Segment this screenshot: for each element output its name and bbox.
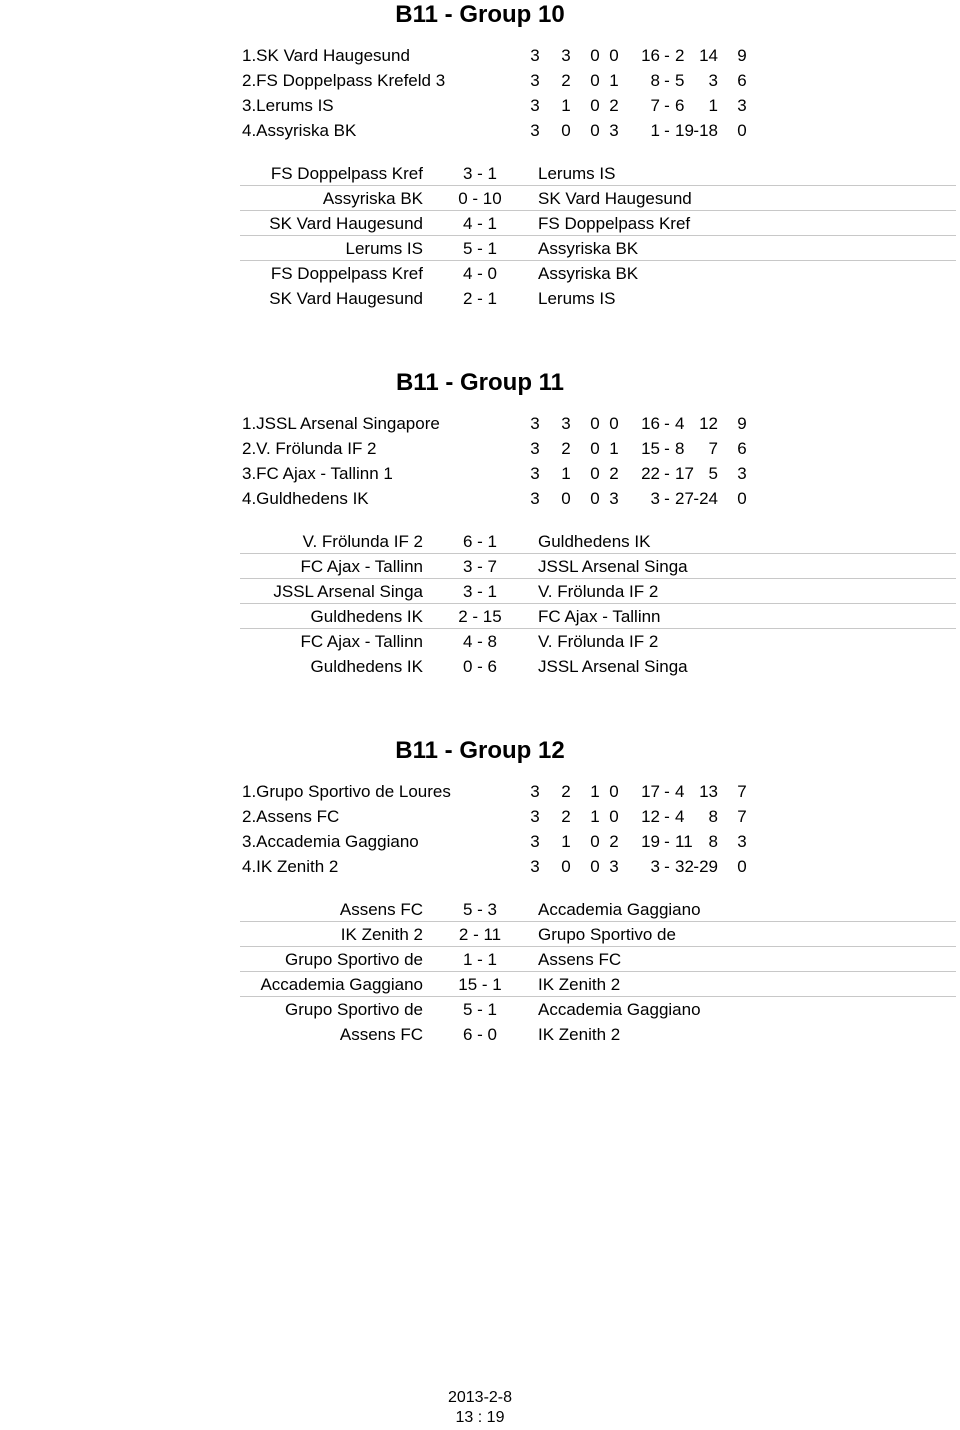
home-team: SK Vard Haugesund — [269, 289, 423, 308]
goal-difference: 5 — [708, 464, 718, 483]
draws: 0 — [590, 439, 600, 458]
games-played: 3 — [530, 807, 540, 826]
wins: 2 — [561, 71, 571, 90]
match-row — [0, 654, 960, 679]
home-team: Assyriska BK — [322, 189, 423, 208]
group-title: B11 - Group 11 — [395, 369, 565, 396]
standings-row — [0, 829, 960, 854]
match-row — [0, 629, 960, 654]
wins: 0 — [561, 857, 571, 876]
standings-team: 2.Assens FC — [242, 807, 340, 826]
wins: 2 — [561, 782, 571, 801]
goal-difference: 3 — [708, 71, 718, 90]
goals-against: 8 — [675, 439, 685, 458]
goal-difference: -24 — [693, 489, 718, 508]
goals-for: 3 — [650, 489, 660, 508]
goals-for: 3 — [650, 857, 660, 876]
footer-time: 13 : 19 — [455, 1409, 505, 1426]
losses: 0 — [609, 807, 619, 826]
standings-team: 2.V. Frölunda IF 2 — [242, 439, 377, 458]
match-score: 5 - 1 — [462, 239, 498, 258]
losses: 1 — [609, 439, 619, 458]
home-team: Grupo Sportivo de — [285, 1000, 423, 1019]
away-team: Lerums IS — [538, 289, 616, 308]
standings-team: 3.Lerums IS — [242, 96, 334, 115]
goals-separator: - — [664, 439, 670, 458]
wins: 1 — [561, 464, 571, 483]
games-played: 3 — [530, 782, 540, 801]
away-team: Assyriska BK — [538, 239, 639, 258]
match-row — [0, 997, 960, 1022]
games-played: 3 — [530, 96, 540, 115]
match-row — [0, 236, 960, 261]
away-team: JSSL Arsenal Singa — [538, 657, 688, 676]
goals-separator: - — [664, 464, 670, 483]
points: 3 — [737, 832, 747, 851]
points: 0 — [737, 121, 747, 140]
match-score: 4 - 1 — [462, 214, 498, 233]
match-row — [0, 554, 960, 579]
match-row — [0, 922, 960, 947]
standings-team: 2.FS Doppelpass Krefeld 3 — [242, 71, 446, 90]
group-title: B11 - Group 10 — [395, 1, 565, 28]
goal-difference: -29 — [693, 857, 718, 876]
goal-difference: -18 — [693, 121, 718, 140]
draws: 0 — [590, 857, 600, 876]
home-team: FS Doppelpass Kref — [270, 264, 423, 283]
goals-separator: - — [664, 782, 670, 801]
wins: 1 — [561, 96, 571, 115]
standings-team: 4.Assyriska BK — [242, 121, 357, 140]
standings-row — [0, 779, 960, 804]
standings-team: 4.IK Zenith 2 — [242, 857, 339, 876]
away-team: V. Frölunda IF 2 — [538, 582, 659, 601]
match-score: 0 - 6 — [462, 657, 498, 676]
goals-against: 11 — [675, 832, 693, 851]
points: 6 — [737, 439, 747, 458]
losses: 2 — [609, 96, 619, 115]
match-score: 6 - 0 — [462, 1025, 498, 1044]
points: 7 — [737, 807, 747, 826]
goals-against: 4 — [675, 782, 685, 801]
standings-row — [0, 486, 960, 511]
draws: 0 — [590, 96, 600, 115]
goal-difference: 8 — [708, 807, 718, 826]
away-team: SK Vard Haugesund — [538, 189, 692, 208]
home-team: SK Vard Haugesund — [269, 214, 423, 233]
match-row — [0, 897, 960, 922]
match-row — [0, 161, 960, 186]
match-score: 2 - 11 — [458, 925, 502, 944]
standings-team: 1.SK Vard Haugesund — [242, 46, 410, 65]
away-team: Guldhedens IK — [538, 532, 651, 551]
points: 0 — [737, 489, 747, 508]
draws: 1 — [590, 782, 600, 801]
games-played: 3 — [530, 414, 540, 433]
draws: 0 — [590, 489, 600, 508]
standings-row — [0, 68, 960, 93]
losses: 3 — [609, 489, 619, 508]
goals-separator: - — [664, 71, 670, 90]
goals-for: 7 — [650, 96, 660, 115]
games-played: 3 — [530, 439, 540, 458]
draws: 0 — [590, 121, 600, 140]
goal-difference: 7 — [708, 439, 718, 458]
away-team: Assens FC — [538, 950, 622, 969]
standings-team: 4.Guldhedens IK — [242, 489, 369, 508]
match-score: 6 - 1 — [462, 532, 498, 551]
points: 6 — [737, 71, 747, 90]
goals-against: 27 — [675, 489, 694, 508]
standings-row — [0, 93, 960, 118]
group-title: B11 - Group 12 — [395, 737, 565, 764]
wins: 0 — [561, 121, 571, 140]
group-section — [0, 368, 960, 698]
standings-row — [0, 411, 960, 436]
group-section — [0, 0, 960, 330]
match-score: 4 - 0 — [462, 264, 498, 283]
losses: 0 — [609, 782, 619, 801]
match-score: 1 - 1 — [462, 950, 498, 969]
losses: 3 — [609, 121, 619, 140]
footer-date: 2013-2-8 — [447, 1389, 513, 1406]
standings-row — [0, 436, 960, 461]
goals-against: 4 — [675, 414, 685, 433]
away-team: Accademia Gaggiano — [538, 1000, 701, 1019]
games-played: 3 — [530, 71, 540, 90]
match-row — [0, 261, 960, 286]
home-team: FC Ajax - Tallinn — [300, 557, 423, 576]
match-score: 3 - 1 — [462, 164, 498, 183]
wins: 2 — [561, 807, 571, 826]
losses: 3 — [609, 857, 619, 876]
away-team: IK Zenith 2 — [538, 975, 621, 994]
goals-separator: - — [664, 489, 670, 508]
games-played: 3 — [530, 464, 540, 483]
standings-row — [0, 854, 960, 879]
points: 3 — [737, 464, 747, 483]
home-team: Grupo Sportivo de — [285, 950, 423, 969]
goals-against: 5 — [675, 71, 685, 90]
standings-row — [0, 804, 960, 829]
wins: 0 — [561, 489, 571, 508]
wins: 1 — [561, 832, 571, 851]
draws: 0 — [590, 832, 600, 851]
away-team: FS Doppelpass Kref — [538, 214, 691, 233]
goals-for: 8 — [650, 71, 660, 90]
standings-row — [0, 461, 960, 486]
away-team: Grupo Sportivo de — [538, 925, 676, 944]
wins: 3 — [561, 46, 571, 65]
standings-team: 1.Grupo Sportivo de Loures — [242, 782, 451, 801]
home-team: Guldhedens IK — [310, 657, 423, 676]
match-score: 2 - 1 — [462, 289, 498, 308]
away-team: JSSL Arsenal Singa — [538, 557, 688, 576]
home-team: Assens FC — [339, 900, 423, 919]
goals-for: 15 — [641, 439, 660, 458]
home-team: Accademia Gaggiano — [260, 975, 423, 994]
losses: 0 — [609, 414, 619, 433]
goals-against: 4 — [675, 807, 685, 826]
points: 7 — [737, 782, 747, 801]
home-team: FC Ajax - Tallinn — [300, 632, 423, 651]
goal-difference: 1 — [708, 96, 718, 115]
match-score: 0 - 10 — [458, 189, 502, 208]
home-team: JSSL Arsenal Singa — [273, 582, 423, 601]
goals-for: 19 — [641, 832, 660, 851]
losses: 1 — [609, 71, 619, 90]
match-row — [0, 579, 960, 604]
draws: 0 — [590, 46, 600, 65]
draws: 1 — [590, 807, 600, 826]
match-score: 5 - 3 — [462, 900, 498, 919]
losses: 2 — [609, 832, 619, 851]
points: 9 — [737, 46, 747, 65]
draws: 0 — [590, 464, 600, 483]
goals-separator: - — [664, 46, 670, 65]
match-row — [0, 286, 960, 311]
match-score: 2 - 15 — [458, 607, 502, 626]
goal-difference: 13 — [699, 782, 718, 801]
goals-separator: - — [664, 857, 670, 876]
goals-against: 17 — [675, 464, 694, 483]
goals-against: 2 — [675, 46, 685, 65]
match-score: 15 - 1 — [458, 975, 502, 994]
page-footer — [0, 1388, 960, 1428]
home-team: Guldhedens IK — [310, 607, 423, 626]
home-team: Lerums IS — [345, 239, 423, 258]
goals-for: 17 — [641, 782, 660, 801]
games-played: 3 — [530, 489, 540, 508]
goals-for: 22 — [641, 464, 660, 483]
match-row — [0, 211, 960, 236]
home-team: IK Zenith 2 — [340, 925, 423, 944]
games-played: 3 — [530, 857, 540, 876]
draws: 0 — [590, 71, 600, 90]
points: 0 — [737, 857, 747, 876]
games-played: 3 — [530, 121, 540, 140]
away-team: Assyriska BK — [538, 264, 639, 283]
goals-separator: - — [664, 807, 670, 826]
match-score: 3 - 7 — [462, 557, 498, 576]
match-row — [0, 947, 960, 972]
match-score: 3 - 1 — [462, 582, 498, 601]
wins: 2 — [561, 439, 571, 458]
match-row — [0, 529, 960, 554]
goals-separator: - — [664, 414, 670, 433]
standings-team: 3.FC Ajax - Tallinn 1 — [242, 464, 393, 483]
goal-difference: 12 — [699, 414, 718, 433]
home-team: V. Frölunda IF 2 — [302, 532, 423, 551]
goal-difference: 14 — [699, 46, 718, 65]
away-team: Lerums IS — [538, 164, 616, 183]
away-team: V. Frölunda IF 2 — [538, 632, 659, 651]
games-played: 3 — [530, 46, 540, 65]
match-row — [0, 1022, 960, 1047]
away-team: FC Ajax - Tallinn — [538, 607, 661, 626]
goal-difference: 8 — [708, 832, 718, 851]
away-team: IK Zenith 2 — [538, 1025, 621, 1044]
losses: 2 — [609, 464, 619, 483]
goals-separator: - — [664, 121, 670, 140]
wins: 3 — [561, 414, 571, 433]
home-team: FS Doppelpass Kref — [270, 164, 423, 183]
goals-against: 32 — [675, 857, 694, 876]
points: 3 — [737, 96, 747, 115]
games-played: 3 — [530, 832, 540, 851]
standings-team: 3.Accademia Gaggiano — [242, 832, 419, 851]
match-score: 4 - 8 — [462, 632, 498, 651]
goals-against: 6 — [675, 96, 685, 115]
match-row — [0, 972, 960, 997]
goals-for: 1 — [650, 121, 660, 140]
points: 9 — [737, 414, 747, 433]
goals-against: 19 — [675, 121, 694, 140]
goals-for: 12 — [641, 807, 660, 826]
match-row — [0, 186, 960, 211]
goals-for: 16 — [641, 46, 660, 65]
draws: 0 — [590, 414, 600, 433]
losses: 0 — [609, 46, 619, 65]
home-team: Assens FC — [339, 1025, 423, 1044]
away-team: Accademia Gaggiano — [538, 900, 701, 919]
standings-row — [0, 43, 960, 68]
goals-separator: - — [664, 832, 670, 851]
group-section — [0, 736, 960, 1066]
goals-separator: - — [664, 96, 670, 115]
match-score: 5 - 1 — [462, 1000, 498, 1019]
standings-team: 1.JSSL Arsenal Singapore — [242, 414, 440, 433]
standings-row — [0, 118, 960, 143]
goals-for: 16 — [641, 414, 660, 433]
match-row — [0, 604, 960, 629]
